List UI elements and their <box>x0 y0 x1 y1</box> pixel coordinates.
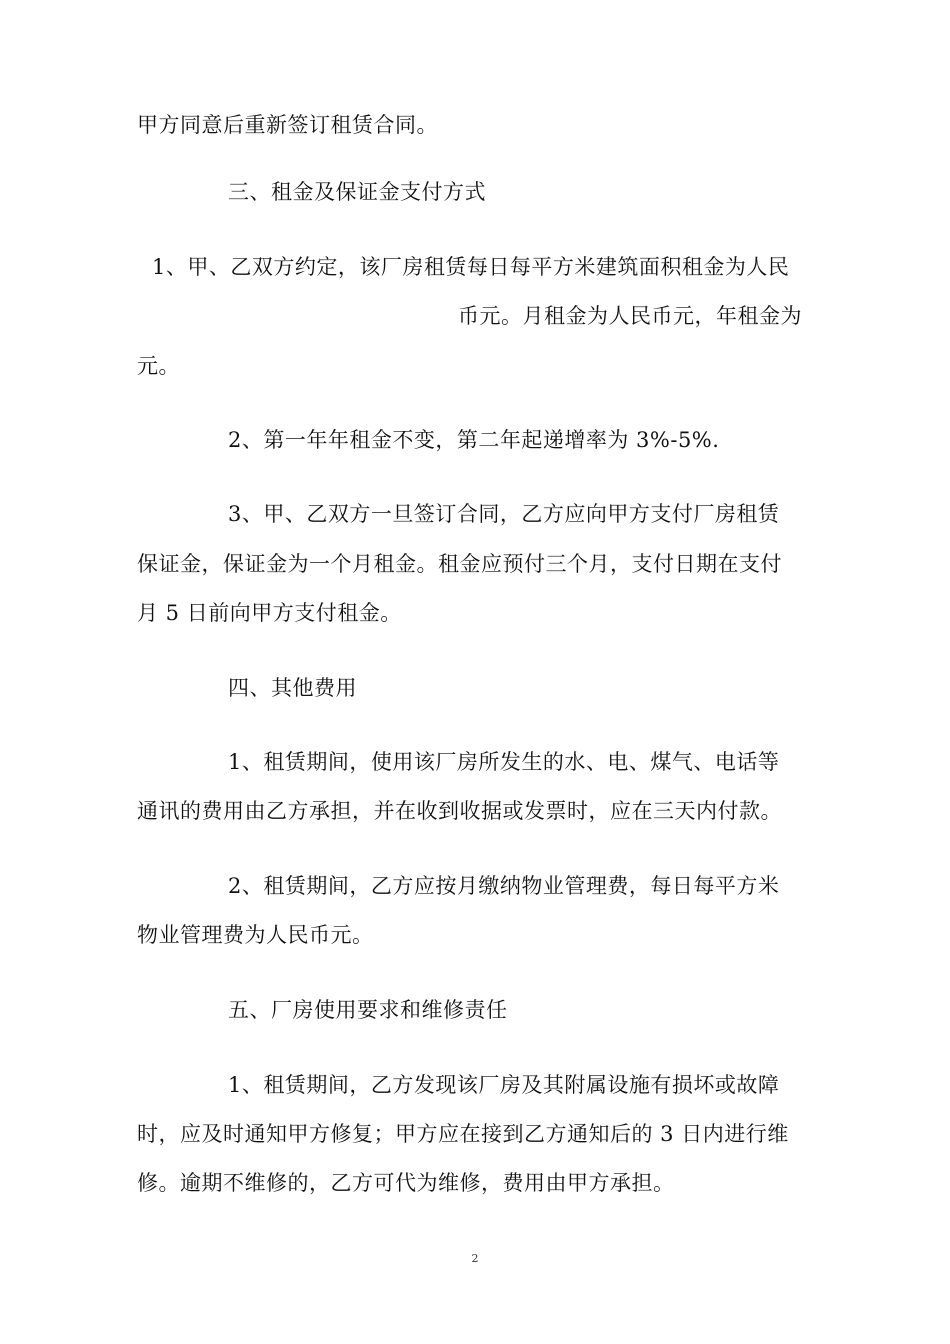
text-line: 甲方同意后重新签订租赁合同。 <box>137 113 438 137</box>
text-line: 1、甲、乙双方约定，该厂房租赁每日每平方米建筑面积租金为人民 <box>152 255 790 279</box>
text-line: 3、甲、乙双方一旦签订合同，乙方应向甲方支付厂房租赁 <box>228 502 780 526</box>
text-line: 币元。月租金为人民币元，年租金为 <box>458 304 802 328</box>
text-line: 保证金，保证金为一个月租金。租金应预付三个月，支付日期在支付 <box>137 552 782 576</box>
text-line: 通讯的费用由乙方承担，并在收到收据或发票时，应在三天内付款。 <box>137 799 782 823</box>
text-line: 1、租赁期间，使用该厂房所发生的水、电、煤气、电话等 <box>228 750 780 774</box>
text-line: 元。 <box>137 354 180 378</box>
text-line: 2、租赁期间，乙方应按月缴纳物业管理费，每日每平方米 <box>228 874 780 898</box>
section-heading: 三、租金及保证金支付方式 <box>228 180 486 204</box>
text-line: 1、租赁期间，乙方发现该厂房及其附属设施有损坏或故障 <box>228 1073 780 1097</box>
text-line: 时，应及时通知甲方修复；甲方应在接到乙方通知后的 3 日内进行维 <box>137 1122 789 1146</box>
text-line: 物业管理费为人民币元。 <box>137 923 374 947</box>
text-line: 月 5 日前向甲方支付租金。 <box>137 601 402 625</box>
section-heading: 四、其他费用 <box>228 676 357 700</box>
text-line: 修。逾期不维修的，乙方可代为维修，费用由甲方承担。 <box>137 1171 675 1195</box>
text-line: 2、第一年年租金不变，第二年起递增率为 3%-5%. <box>228 428 720 452</box>
page-number: 2 <box>471 1252 479 1265</box>
section-heading: 五、厂房使用要求和维修责任 <box>228 998 508 1022</box>
